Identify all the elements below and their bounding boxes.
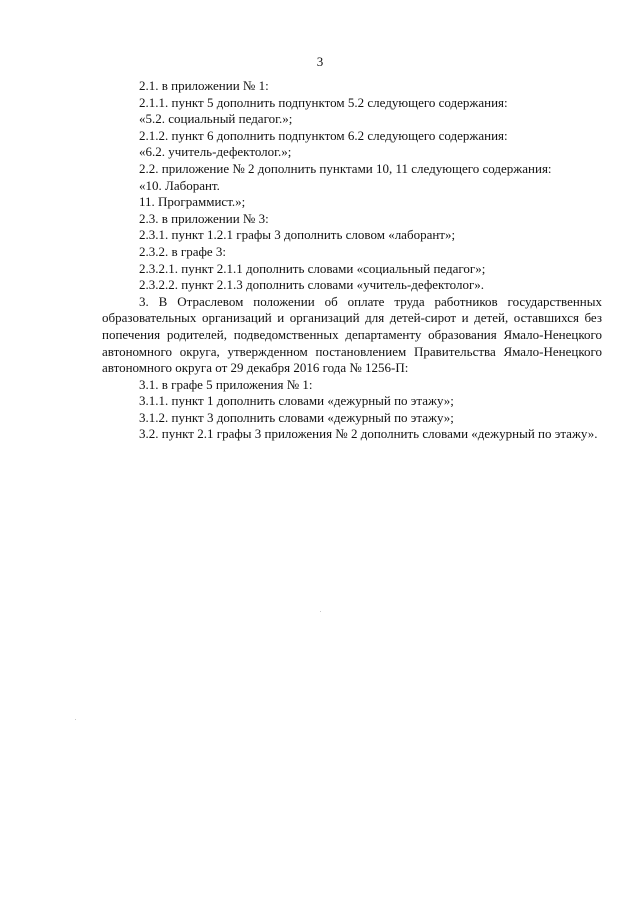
paragraph-2-2: 2.2. приложение № 2 дополнить пунктами 10, 11 следующего содержания: xyxy=(139,160,552,176)
paragraph-3-1-2: 3.1.2. пункт 3 дополнить словами «дежурный по этажу»; xyxy=(139,409,454,425)
paragraph-3-1: 3.1. в графе 5 приложения № 1: xyxy=(139,376,313,392)
paragraph-2-3: 2.3. в приложении № 3: xyxy=(139,210,269,226)
paragraph-3-1-1: 3.1.1. пункт 1 дополнить словами «дежурный по этажу»; xyxy=(139,393,454,409)
paragraph-3: 3. В Отраслевом положении об оплате труда работников государственных образовательных организаций и организаций для детей-сирот и детей, оставшихся без попечения родителей, подведомственных департаменту образования Ямало-Ненецкого автономного округа, утвержденном постановлением Правительства Ямало-Ненецкого автономного округа от 29 декабря 2016 года № 1256-П: xyxy=(102,293,602,376)
document-body xyxy=(102,78,602,443)
scan-speck xyxy=(75,719,76,720)
scan-speck xyxy=(320,611,321,612)
paragraph-11-text: 11. Программист.»; xyxy=(139,194,246,210)
paragraph-2-3-2-1: 2.3.2.1. пункт 2.1.1 дополнить словами «социальный педагог»; xyxy=(139,260,486,276)
paragraph-5-2-text: «5.2. социальный педагог.»; xyxy=(139,111,293,127)
paragraph-3-2: 3.2. пункт 2.1 графы 3 приложения № 2 дополнить словами «дежурный по этажу». xyxy=(139,426,598,442)
paragraph-2-1-2: 2.1.2. пункт 6 дополнить подпунктом 6.2 следующего содержания: xyxy=(139,127,508,143)
paragraph-6-2-text: «6.2. учитель-дефектолог.»; xyxy=(139,144,292,160)
paragraph-10-text: «10. Лаборант. xyxy=(139,177,220,193)
page-number: 3 xyxy=(316,54,324,69)
paragraph-2-1-1: 2.1.1. пункт 5 дополнить подпунктом 5.2 следующего содержания: xyxy=(139,94,508,110)
paragraph-2-1: 2.1. в приложении № 1: xyxy=(139,78,269,93)
paragraph-2-3-2: 2.3.2. в графе 3: xyxy=(139,243,227,259)
paragraph-2-3-2-2: 2.3.2.2. пункт 2.1.3 дополнить словами «учитель-дефектолог». xyxy=(139,277,485,293)
paragraph-2-3-1: 2.3.1. пункт 1.2.1 графы 3 дополнить словом «лаборант»; xyxy=(139,227,456,243)
